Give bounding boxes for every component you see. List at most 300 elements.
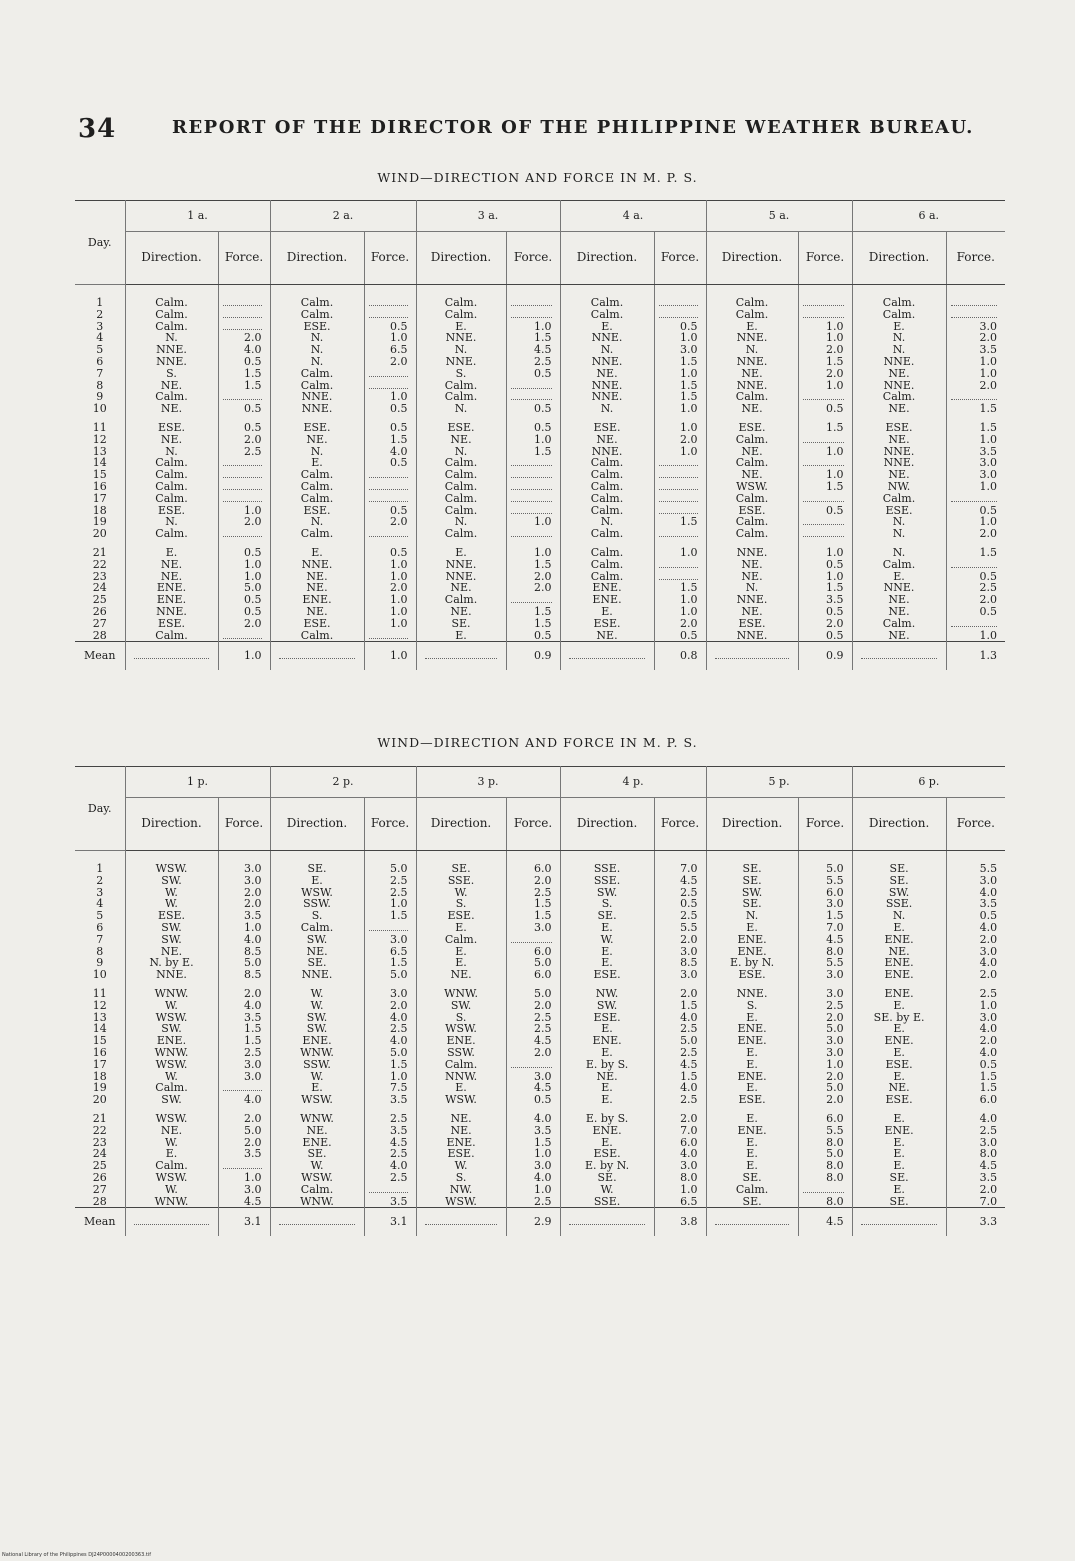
- calm-dash: [223, 459, 262, 466]
- direction-cell: ESE.: [706, 422, 798, 434]
- force-cell: 1.0: [654, 594, 706, 606]
- direction-cell: Calm.: [416, 481, 506, 493]
- mean-force-cell: 3.1: [218, 1208, 270, 1237]
- direction-cell: SW.: [560, 887, 654, 899]
- day-cell: 9: [75, 957, 125, 969]
- day-cell: 12: [75, 434, 125, 446]
- force-cell: [506, 1059, 560, 1071]
- table-row: [75, 582, 1005, 594]
- table-pm-body: [75, 851, 1005, 1237]
- force-cell: 1.0: [364, 559, 416, 571]
- direction-cell: N.: [125, 332, 218, 344]
- table-row: [75, 528, 1005, 540]
- table-row: [75, 368, 1005, 380]
- force-cell: [946, 559, 1005, 571]
- force-cell: [364, 922, 416, 934]
- force-cell: 0.5: [979, 1057, 998, 1071]
- direction-cell: E.: [270, 547, 364, 559]
- wind-table-pm: [75, 766, 1005, 1236]
- direction-cell: ESE.: [270, 618, 364, 630]
- calm-dash: [223, 323, 262, 330]
- calm-dash: [369, 483, 408, 490]
- force-header: Force.: [364, 798, 416, 851]
- mean-direction-cell: [270, 642, 364, 671]
- hour-header: 5 p.: [706, 767, 852, 798]
- force-cell: 1.5: [979, 402, 997, 416]
- force-cell: 3.5: [364, 1125, 416, 1137]
- force-cell: 2.0: [654, 434, 706, 446]
- direction-cell: ESE.: [270, 422, 364, 434]
- calm-dash: [223, 393, 262, 400]
- force-cell: 2.0: [218, 618, 270, 630]
- force-cell: 3.0: [798, 988, 852, 1000]
- force-cell: 1.0: [218, 922, 270, 934]
- mean-dash: [425, 1218, 498, 1225]
- force-cell: 7.0: [654, 851, 706, 875]
- direction-cell: Calm.: [125, 309, 218, 321]
- direction-cell: Calm.: [560, 493, 654, 505]
- table-row: [75, 559, 1005, 571]
- direction-cell: SSE.: [852, 898, 946, 910]
- force-cell: 1.0: [364, 618, 416, 630]
- force-cell: 2.5: [506, 1196, 560, 1208]
- direction-cell: WSW.: [125, 851, 218, 875]
- direction-cell: N.: [852, 547, 946, 559]
- force-cell: 2.0: [798, 618, 852, 630]
- direction-cell: S.: [125, 368, 218, 380]
- force-cell: 5.0: [798, 1023, 852, 1035]
- table-row: [75, 922, 1005, 934]
- direction-cell: NE.: [560, 368, 654, 380]
- force-cell: 3.0: [798, 898, 852, 910]
- direction-cell: N.: [560, 344, 654, 356]
- force-cell: 3.5: [979, 897, 998, 911]
- direction-cell: E. by S.: [560, 1059, 654, 1071]
- direction-cell: ESE.: [852, 1059, 946, 1071]
- direction-cell: E. by N.: [706, 957, 798, 969]
- force-cell: 7.0: [798, 922, 852, 934]
- force-cell: 1.5: [798, 356, 852, 368]
- force-cell: 1.0: [506, 434, 560, 446]
- direction-cell: NNE.: [706, 380, 798, 392]
- mean-dash: [715, 1218, 790, 1225]
- direction-cell: Calm.: [560, 505, 654, 517]
- direction-cell: Calm.: [560, 457, 654, 469]
- day-header: Day.: [75, 767, 125, 851]
- direction-cell: ENE.: [852, 934, 946, 946]
- force-cell: [654, 493, 706, 505]
- direction-cell: E.: [852, 1148, 946, 1160]
- force-cell: 0.5: [798, 403, 852, 415]
- day-cell: 14: [75, 457, 125, 469]
- direction-cell: E.: [852, 1113, 946, 1125]
- force-cell: [218, 285, 270, 309]
- force-cell: 1.5: [506, 332, 560, 344]
- force-cell: [218, 469, 270, 481]
- force-cell: 3.0: [979, 1010, 998, 1024]
- force-cell: [218, 630, 270, 642]
- direction-header: Direction.: [125, 232, 218, 285]
- direction-cell: Calm.: [706, 516, 798, 528]
- direction-cell: NNE.: [560, 380, 654, 392]
- direction-cell: E.: [706, 1137, 798, 1149]
- direction-cell: SE.: [560, 1172, 654, 1184]
- force-cell: [798, 434, 852, 446]
- force-cell: 5.5: [798, 875, 852, 887]
- table-row: [75, 380, 1005, 392]
- direction-cell: NE.: [706, 403, 798, 415]
- direction-cell: Calm.: [852, 559, 946, 571]
- force-cell: 3.5: [979, 1170, 998, 1184]
- mean-dash: [861, 1218, 938, 1225]
- force-cell: 2.0: [654, 618, 706, 630]
- mean-dash: [279, 652, 356, 659]
- day-cell: 25: [75, 594, 125, 606]
- force-cell: 7.5: [364, 1082, 416, 1094]
- force-cell: 3.0: [798, 1035, 852, 1047]
- direction-cell: Calm.: [416, 285, 506, 309]
- force-cell: 3.0: [218, 875, 270, 887]
- direction-cell: E. by N.: [560, 1160, 654, 1172]
- force-cell: 1.5: [364, 1059, 416, 1071]
- force-cell: [218, 309, 270, 321]
- hour-header: 4 p.: [560, 767, 706, 798]
- direction-cell: N.: [416, 344, 506, 356]
- calm-dash: [951, 620, 998, 627]
- direction-cell: W.: [416, 1160, 506, 1172]
- direction-cell: ENE.: [416, 1035, 506, 1047]
- force-cell: 8.5: [218, 946, 270, 958]
- force-cell: 0.5: [798, 559, 852, 571]
- direction-cell: SW.: [706, 887, 798, 899]
- force-cell: [218, 481, 270, 493]
- direction-cell: NE.: [270, 434, 364, 446]
- force-cell: 1.0: [218, 559, 270, 571]
- force-cell: 2.5: [506, 356, 560, 368]
- direction-cell: E.: [270, 457, 364, 469]
- direction-cell: Calm.: [706, 528, 798, 540]
- day-cell: 21: [75, 1113, 125, 1125]
- direction-cell: N.: [852, 910, 946, 922]
- force-cell: 4.5: [218, 1196, 270, 1208]
- direction-cell: E.: [560, 1047, 654, 1059]
- direction-cell: ESE.: [852, 422, 946, 434]
- direction-cell: ESE.: [416, 1148, 506, 1160]
- direction-cell: E.: [125, 547, 218, 559]
- table-row: [75, 934, 1005, 946]
- mean-force-cell: 1.3: [946, 642, 1005, 671]
- table-row: [75, 434, 1005, 446]
- direction-cell: Calm.: [706, 1184, 798, 1196]
- force-header: Force.: [946, 798, 1005, 851]
- table-row: [75, 1172, 1005, 1184]
- direction-header: Direction.: [270, 798, 364, 851]
- day-cell: 10: [75, 969, 125, 981]
- force-cell: 6.0: [506, 851, 560, 875]
- force-cell: 0.5: [506, 403, 560, 415]
- direction-cell: S.: [270, 910, 364, 922]
- force-cell: 3.0: [364, 988, 416, 1000]
- direction-cell: WNW.: [125, 1196, 218, 1208]
- force-cell: 4.0: [979, 956, 998, 970]
- force-cell: 2.0: [654, 1113, 706, 1125]
- direction-cell: Calm.: [125, 469, 218, 481]
- direction-cell: SW.: [125, 1094, 218, 1106]
- day-cell: 27: [75, 1184, 125, 1196]
- force-cell: 3.0: [654, 344, 706, 356]
- force-cell: 5.0: [798, 1148, 852, 1160]
- table-row: [75, 969, 1005, 981]
- calm-dash: [223, 530, 262, 537]
- force-cell: 1.5: [218, 1023, 270, 1035]
- direction-cell: Calm.: [852, 618, 946, 630]
- direction-cell: Calm.: [125, 391, 218, 403]
- mean-label: Mean: [75, 1208, 125, 1237]
- direction-cell: ENE.: [125, 1035, 218, 1047]
- direction-cell: S.: [560, 898, 654, 910]
- direction-cell: Calm.: [560, 481, 654, 493]
- direction-cell: SW.: [852, 887, 946, 899]
- direction-cell: Calm.: [560, 559, 654, 571]
- calm-dash: [511, 299, 552, 306]
- hour-header: 3 a.: [416, 201, 560, 232]
- direction-cell: Calm.: [560, 528, 654, 540]
- force-cell: 0.5: [506, 368, 560, 380]
- force-cell: 1.5: [798, 582, 852, 594]
- force-cell: [364, 493, 416, 505]
- force-cell: 4.5: [654, 875, 706, 887]
- direction-cell: Calm.: [125, 481, 218, 493]
- direction-cell: Calm.: [706, 309, 798, 321]
- direction-cell: WSW.: [270, 887, 364, 899]
- force-cell: 4.0: [364, 1160, 416, 1172]
- direction-cell: SSE.: [560, 1196, 654, 1208]
- force-cell: 2.5: [506, 887, 560, 899]
- direction-cell: Calm.: [125, 285, 218, 309]
- direction-cell: E.: [560, 321, 654, 333]
- direction-cell: Calm.: [270, 1184, 364, 1196]
- force-cell: [364, 630, 416, 642]
- direction-cell: NNE.: [125, 969, 218, 981]
- direction-header: Direction.: [706, 232, 798, 285]
- mean-force-cell: 3.1: [364, 1208, 416, 1237]
- calm-dash: [511, 483, 552, 490]
- direction-cell: E.: [560, 1094, 654, 1106]
- force-cell: 0.5: [506, 1094, 560, 1106]
- force-cell: 0.5: [364, 457, 416, 469]
- force-cell: 3.5: [364, 1196, 416, 1208]
- day-cell: 7: [75, 934, 125, 946]
- direction-cell: E.: [416, 1082, 506, 1094]
- direction-cell: Calm.: [270, 922, 364, 934]
- day-cell: 18: [75, 1071, 125, 1083]
- direction-cell: NE.: [852, 594, 946, 606]
- mean-direction-cell: [852, 1208, 946, 1237]
- force-cell: 3.5: [798, 594, 852, 606]
- direction-header: Direction.: [125, 798, 218, 851]
- day-cell: 11: [75, 422, 125, 434]
- force-cell: 4.0: [979, 1111, 998, 1125]
- direction-cell: NE.: [270, 606, 364, 618]
- day-cell: 16: [75, 481, 125, 493]
- force-cell: 1.5: [654, 356, 706, 368]
- force-cell: 0.5: [364, 422, 416, 434]
- hour-header: 4 a.: [560, 201, 706, 232]
- force-cell: 1.0: [798, 469, 852, 481]
- table-row: [75, 630, 1005, 642]
- direction-cell: NNE.: [706, 594, 798, 606]
- direction-cell: SE.: [270, 957, 364, 969]
- calm-dash: [223, 1162, 262, 1169]
- direction-cell: ESE.: [125, 910, 218, 922]
- force-cell: 2.5: [218, 446, 270, 458]
- direction-cell: NW.: [416, 1184, 506, 1196]
- force-cell: 5.0: [654, 1035, 706, 1047]
- force-cell: 6.0: [654, 1137, 706, 1149]
- calm-dash: [659, 573, 698, 580]
- force-cell: 4.5: [506, 1035, 560, 1047]
- direction-cell: E.: [852, 1047, 946, 1059]
- force-cell: 2.0: [506, 582, 560, 594]
- force-cell: 1.0: [798, 321, 852, 333]
- calm-dash: [803, 436, 844, 443]
- direction-cell: E.: [416, 946, 506, 958]
- force-cell: 3.0: [654, 969, 706, 981]
- force-cell: 5.0: [218, 957, 270, 969]
- direction-cell: ENE.: [706, 1071, 798, 1083]
- mean-direction-cell: [416, 1208, 506, 1237]
- mean-force-cell: 1.0: [364, 642, 416, 671]
- direction-cell: E.: [852, 1071, 946, 1083]
- direction-cell: E.: [270, 1082, 364, 1094]
- direction-cell: E.: [560, 946, 654, 958]
- force-cell: 2.0: [218, 332, 270, 344]
- direction-cell: Calm.: [852, 493, 946, 505]
- direction-cell: NE.: [270, 1125, 364, 1137]
- direction-cell: ESE.: [560, 618, 654, 630]
- force-cell: [654, 469, 706, 481]
- force-header: Force.: [364, 232, 416, 285]
- direction-header: Direction.: [852, 232, 946, 285]
- force-cell: 4.0: [218, 934, 270, 946]
- direction-cell: N.: [706, 582, 798, 594]
- force-cell: [654, 309, 706, 321]
- force-cell: 3.0: [979, 1135, 998, 1149]
- table-row: [75, 875, 1005, 887]
- wind-table-am: [75, 200, 1005, 670]
- mean-direction-cell: [560, 642, 654, 671]
- calm-dash: [803, 393, 844, 400]
- force-cell: 1.5: [506, 1137, 560, 1149]
- direction-cell: ENE.: [270, 1035, 364, 1047]
- force-cell: 2.0: [979, 331, 997, 345]
- calm-dash: [803, 311, 844, 318]
- direction-cell: Calm.: [706, 434, 798, 446]
- force-cell: 1.5: [654, 380, 706, 392]
- direction-cell: NW.: [560, 988, 654, 1000]
- force-cell: [798, 309, 852, 321]
- direction-cell: NE.: [270, 582, 364, 594]
- force-cell: 3.0: [506, 1071, 560, 1083]
- calm-dash: [511, 596, 552, 603]
- direction-cell: Calm.: [560, 469, 654, 481]
- day-cell: 22: [75, 559, 125, 571]
- force-cell: 0.5: [979, 503, 997, 517]
- day-cell: 23: [75, 571, 125, 583]
- force-header: Force.: [218, 232, 270, 285]
- direction-cell: NNE.: [416, 559, 506, 571]
- direction-cell: N.: [270, 344, 364, 356]
- mean-force-cell: 4.5: [798, 1208, 852, 1237]
- mean-direction-cell: [706, 642, 798, 671]
- force-cell: 2.0: [218, 1113, 270, 1125]
- direction-cell: ENE.: [852, 1125, 946, 1137]
- direction-cell: ENE.: [270, 1137, 364, 1149]
- calm-dash: [369, 1186, 408, 1193]
- force-cell: 6.5: [364, 946, 416, 958]
- spacer-cell: [798, 1106, 852, 1113]
- calm-dash: [659, 495, 698, 502]
- direction-cell: NNE.: [560, 391, 654, 403]
- calm-dash: [659, 483, 698, 490]
- force-cell: 1.0: [979, 628, 997, 642]
- force-cell: 0.5: [979, 604, 997, 618]
- force-cell: 4.0: [979, 1045, 998, 1059]
- force-cell: 1.5: [979, 1081, 998, 1095]
- direction-cell: NE.: [560, 1071, 654, 1083]
- day-cell: 2: [75, 309, 125, 321]
- force-cell: 2.5: [798, 1000, 852, 1012]
- direction-cell: NNE.: [270, 969, 364, 981]
- mean-force-cell: 0.8: [654, 642, 706, 671]
- direction-cell: NE.: [706, 559, 798, 571]
- force-cell: 2.0: [218, 988, 270, 1000]
- mean-direction-cell: [416, 642, 506, 671]
- direction-cell: E.: [706, 1012, 798, 1024]
- direction-cell: Calm.: [852, 309, 946, 321]
- force-cell: 8.0: [798, 1172, 852, 1184]
- direction-cell: SW.: [270, 1023, 364, 1035]
- direction-cell: ESE.: [560, 422, 654, 434]
- spacer-cell: [506, 415, 560, 422]
- direction-cell: NNW.: [416, 1071, 506, 1083]
- direction-cell: N.: [852, 528, 946, 540]
- force-cell: [798, 1184, 852, 1196]
- direction-cell: E.: [560, 1082, 654, 1094]
- direction-cell: E.: [852, 321, 946, 333]
- day-cell: 16: [75, 1047, 125, 1059]
- calm-dash: [223, 495, 262, 502]
- direction-cell: W.: [270, 1071, 364, 1083]
- direction-cell: N.: [560, 516, 654, 528]
- force-cell: [364, 469, 416, 481]
- direction-header: Direction.: [852, 798, 946, 851]
- direction-cell: NE.: [852, 434, 946, 446]
- day-cell: 22: [75, 1125, 125, 1137]
- direction-cell: Calm.: [270, 528, 364, 540]
- force-cell: 5.5: [979, 862, 998, 875]
- force-cell: [364, 1184, 416, 1196]
- table-row: [75, 1184, 1005, 1196]
- force-cell: 1.0: [654, 422, 706, 434]
- force-cell: 4.0: [654, 1012, 706, 1024]
- direction-cell: E.: [706, 1160, 798, 1172]
- direction-cell: NNE.: [270, 391, 364, 403]
- direction-cell: Calm.: [416, 391, 506, 403]
- force-cell: [798, 285, 852, 309]
- calm-dash: [369, 530, 408, 537]
- direction-cell: NNE.: [706, 630, 798, 642]
